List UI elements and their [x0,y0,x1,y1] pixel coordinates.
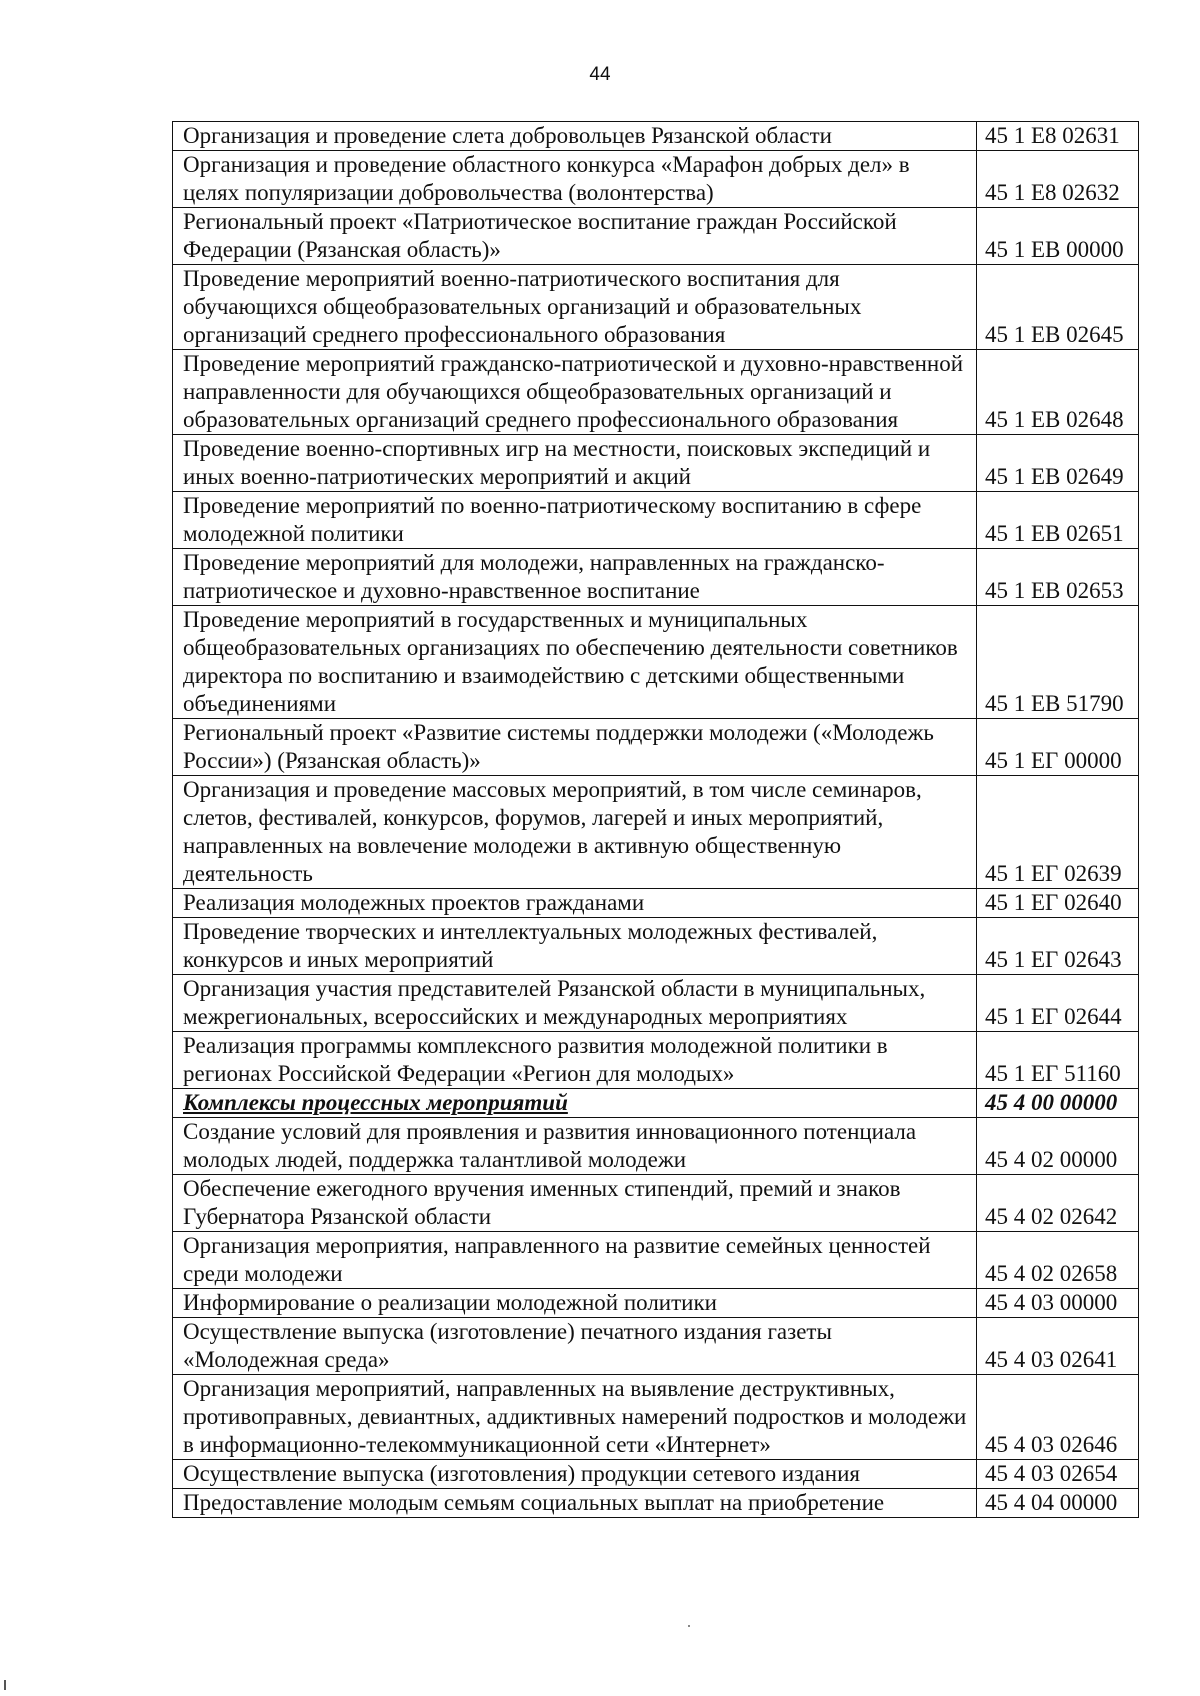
row-name: Проведение мероприятий в государственных и муниципальных общеобразовательных организациях по обеспечению деятельности советников директора по воспитанию и взаимодействию с детскими общественными объединениями [173,606,977,719]
scan-speck [688,1625,690,1627]
table-row [173,265,1139,350]
row-name: Организация мероприятий, направленных на выявление деструктивных, противоправных, девиантных, аддиктивных намерений подростков и молодежи в информационно-телекоммуникационной сети «Интернет» [173,1375,977,1460]
row-code: 45 4 03 02654 [977,1460,1139,1489]
row-code: 45 4 02 00000 [977,1118,1139,1175]
section-heading: Комплексы процессных мероприятий [173,1089,977,1118]
row-name: Обеспечение ежегодного вручения именных стипендий, премий и знаков Губернатора Рязанской области [173,1175,977,1232]
row-code: 45 4 04 00000 [977,1489,1139,1518]
table-row [173,889,1139,918]
row-code: 45 1 ЕВ 51790 [977,606,1139,719]
row-code: 45 1 ЕГ 02644 [977,975,1139,1032]
row-name: Организация и проведение слета добровольцев Рязанской области [173,122,977,151]
row-name: Проведение мероприятий военно-патриотического воспитания для обучающихся общеобразовательных организаций и образовательных организаций среднего профессионального образования [173,265,977,350]
row-name: Предоставление молодым семьям социальных выплат на приобретение [173,1489,977,1518]
row-name: Создание условий для проявления и развития инновационного потенциала молодых людей, поддержка талантливой молодежи [173,1118,977,1175]
row-name: Региональный проект «Развитие системы поддержки молодежи («Молодежь России») (Рязанская область)» [173,719,977,776]
row-name: Проведение мероприятий для молодежи, направленных на гражданско-патриотическое и духовно-нравственное воспитание [173,549,977,606]
table-row [173,151,1139,208]
table-row [173,1032,1139,1089]
table-row [173,350,1139,435]
row-name: Проведение мероприятий гражданско-патриотической и духовно-нравственной направленности для обучающихся общеобразовательных организаций и образовательных организаций среднего профессионального образования [173,350,977,435]
row-code: 45 4 02 02642 [977,1175,1139,1232]
row-code: 45 1 ЕГ 02640 [977,889,1139,918]
row-code: 45 1 ЕГ 51160 [977,1032,1139,1089]
row-code: 45 1 ЕГ 00000 [977,719,1139,776]
row-name: Проведение военно-спортивных игр на местности, поисковых экспедиций и иных военно-патриотических мероприятий и акций [173,435,977,492]
table-row [173,1289,1139,1318]
row-name: Региональный проект «Патриотическое воспитание граждан Российской Федерации (Рязанская область)» [173,208,977,265]
row-code: 45 1 ЕВ 02651 [977,492,1139,549]
table-row [173,918,1139,975]
row-name: Осуществление выпуска (изготовление) печатного издания газеты «Молодежная среда» [173,1318,977,1375]
section-code: 45 4 00 00000 [977,1089,1139,1118]
row-code: 45 4 02 02658 [977,1232,1139,1289]
row-code: 45 1 ЕВ 00000 [977,208,1139,265]
row-name: Организация участия представителей Рязанской области в муниципальных, межрегиональных, всероссийских и международных мероприятиях [173,975,977,1032]
section-heading-row [173,1089,1139,1118]
row-code: 45 4 03 02646 [977,1375,1139,1460]
row-name: Реализация программы комплексного развития молодежной политики в регионах Российской Федерации «Регион для молодых» [173,1032,977,1089]
row-code: 45 4 03 00000 [977,1289,1139,1318]
table-row [173,606,1139,719]
row-name: Проведение творческих и интеллектуальных молодежных фестивалей, конкурсов и иных мероприятий [173,918,977,975]
table-row [173,1375,1139,1460]
table-row [173,1489,1139,1518]
table-row [173,1318,1139,1375]
row-name: Организация мероприятия, направленного на развитие семейных ценностей среди молодежи [173,1232,977,1289]
table-row [173,208,1139,265]
row-name: Информирование о реализации молодежной политики [173,1289,977,1318]
table-row [173,435,1139,492]
row-name: Проведение мероприятий по военно-патриотическому воспитанию в сфере молодежной политики [173,492,977,549]
row-name: Организация и проведение массовых мероприятий, в том числе семинаров, слетов, фестивалей, конкурсов, форумов, лагерей и иных мероприятий, направленных на вовлечение молодежи в активную общественную деятельность [173,776,977,889]
table-row [173,1175,1139,1232]
row-code: 45 1 ЕВ 02645 [977,265,1139,350]
table-row [173,1118,1139,1175]
table-row [173,975,1139,1032]
row-code: 45 1 ЕВ 02648 [977,350,1139,435]
table-row [173,492,1139,549]
row-code: 45 1 ЕГ 02643 [977,918,1139,975]
table-row [173,1460,1139,1489]
table-row [173,1232,1139,1289]
page-number: 44 [589,64,611,85]
row-name: Организация и проведение областного конкурса «Марафон добрых дел» в целях популяризации добровольчества (волонтерства) [173,151,977,208]
table-row [173,776,1139,889]
table-row [173,719,1139,776]
row-name: Реализация молодежных проектов гражданами [173,889,977,918]
row-name: Осуществление выпуска (изготовления) продукции сетевого издания [173,1460,977,1489]
row-code: 45 1 E8 02631 [977,122,1139,151]
row-code: 45 1 ЕГ 02639 [977,776,1139,889]
table-row [173,122,1139,151]
row-code: 45 4 03 02641 [977,1318,1139,1375]
budget-classification-table [172,121,1139,1518]
scan-speck [4,1680,6,1690]
row-code: 45 1 ЕВ 02653 [977,549,1139,606]
row-code: 45 1 E8 02632 [977,151,1139,208]
table-row [173,549,1139,606]
row-code: 45 1 ЕВ 02649 [977,435,1139,492]
